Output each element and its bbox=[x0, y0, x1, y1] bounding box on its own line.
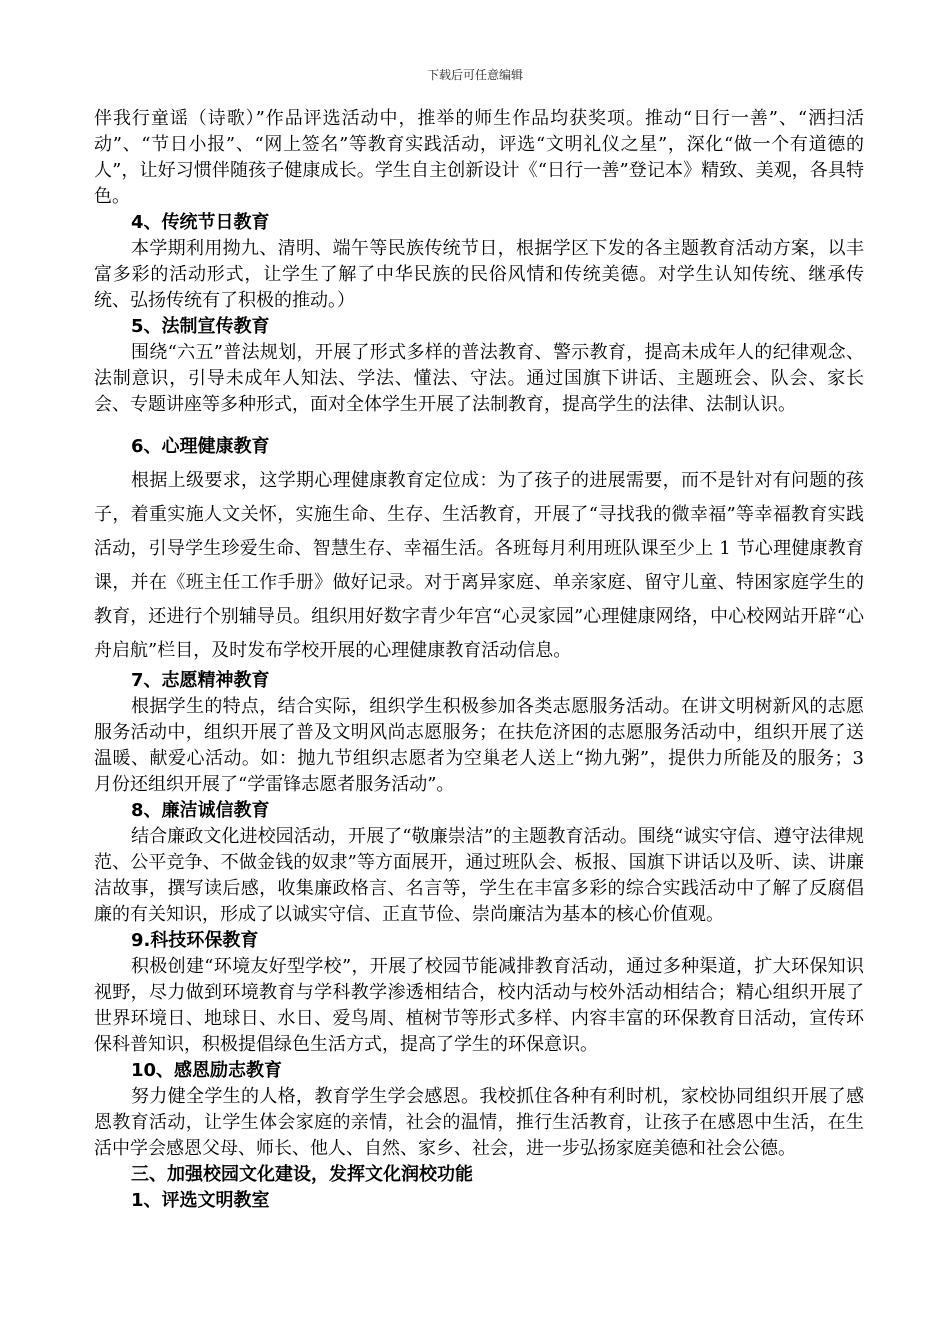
paragraph-moral-practice: 伴我行童谣（诗歌）”作品评选活动中，推举的师生作品均获奖项。推动“日行一善”、“洒扫活动”、“节日小报”、“网上签名”等教育实践活动，评选“文明礼仪之星”，深化“做一个有道德的人”，让好习惯伴随孩子健康成长。学生自主创新设计《“日行一善”登记本》精致、美观，各具特色。 bbox=[94, 108, 864, 207]
paragraph-volunteer: 根据学生的特点，结合实际，组织学生积极参加各类志愿服务活动。在讲文明树新风的志愿服务活动中，组织开展了普及文明风尚志愿服务；在扶危济困的志愿服务活动中，组织开展了送温暖、献爱心活动。如：抛九节组织志愿者为空巢老人送上“拗九粥”，提供力所能及的服务；3 月份还组织开展了“学雷锋志愿者服务活动”。 bbox=[94, 696, 864, 795]
paragraph-gratitude: 努力健全学生的人格，教育学生学会感恩。我校抓住各种有利时机，家校协同组织开展了感恩教育活动，让学生体会家庭的亲情，社会的温情，推行生活教育，让孩子在感恩中生活，在生活中学会感恩父母、师长、他人、自然、家乡、社会，进一步弘扬家庭美德和社会公德。 bbox=[94, 1086, 864, 1159]
paragraph-mental-health: 根据上级要求，这学期心理健康教育定位成：为了孩子的进展需要，而不是针对有问题的孩子，着重实施人文关怀，实施生命、生存、生活教育，开展了“寻找我的微幸福”等幸福教育实践活动，引导学生珍爱生命、智慧生存、幸福生活。各班每月利用班队课至少上 1 节心理健康教育课，并在《班主任工作手册》做好记录。对于离异家庭、单亲家庭、留守儿童、特困家庭学生的教育，还进行个别辅导员。组织用好数字青少年宫“心灵家园”心理健康网络，中心校网站开辟“心舟启航”栏目，及时发布学校开展的心理健康教育活动信息。 bbox=[94, 470, 864, 661]
paragraph-traditional-festival: 本学期利用拗九、清明、端午等民族传统节日，根据学区下发的各主题教育活动方案，以丰富多彩的活动形式，让学生了解了中华民族的民俗风情和传统美德。对学生认知传统、继承传统、弘扬传统有了积极的推动。） bbox=[94, 238, 864, 311]
heading-environment: 9.科技环保教育 bbox=[131, 930, 259, 951]
paragraph-legal-education: 围绕“六五”普法规划，开展了形式多样的普法教育、警示教育，提高未成年人的纪律观念、法制意识，引导未成年人知法、学法、懂法、守法。通过国旗下讲话、主题班会、队会、家长会、专题讲座等多种形式，面对全体学生开展了法制教育，提高学生的法律、法制认识。 bbox=[94, 342, 864, 415]
heading-traditional-festival: 4、传统节日教育 bbox=[131, 212, 270, 233]
heading-volunteer: 7、志愿精神教育 bbox=[131, 670, 270, 691]
heading-section-three: 三、加强校园文化建设，发挥文化润校功能 bbox=[131, 1164, 473, 1185]
heading-civilized-classroom: 1、评选文明教室 bbox=[131, 1190, 270, 1211]
page-header-note: 下载后可任意编辑 bbox=[426, 68, 523, 82]
heading-gratitude: 10、感恩励志教育 bbox=[131, 1060, 283, 1081]
heading-mental-health: 6、心理健康教育 bbox=[131, 436, 270, 457]
paragraph-integrity: 结合廉政文化进校园活动，开展了“敬廉崇洁”的主题教育活动。围绕“诚实守信、遵守法律规范、公平竞争、不做金钱的奴隶”等方面展开，通过班队会、板报、国旗下讲话以及听、读、讲廉洁故事，撰写读后感，收集廉政格言、名言等，学生在丰富多彩的综合实践活动中了解了反腐倡廉的有关知识，形成了以诚实守信、正直节俭、崇尚廉洁为基本的核心价值观。 bbox=[94, 826, 864, 925]
heading-integrity: 8、廉洁诚信教育 bbox=[131, 800, 270, 821]
paragraph-environment: 积极创建“环境友好型学校”，开展了校园节能减排教育活动，通过多种渠道，扩大环保知识视野，尽力做到环境教育与学科教学渗透相结合，校内活动与校外活动相结合；精心组织开展了世界环境日、地球日、水日、爱鸟周、植树节等形式多样、内容丰富的环保教育日活动，宣传环保科普知识，积极提倡绿色生活方式，提高了学生的环保意识。 bbox=[94, 956, 864, 1055]
document-body bbox=[94, 106, 864, 1214]
spacer bbox=[94, 418, 864, 430]
heading-legal-education: 5、法制宣传教育 bbox=[131, 316, 270, 337]
